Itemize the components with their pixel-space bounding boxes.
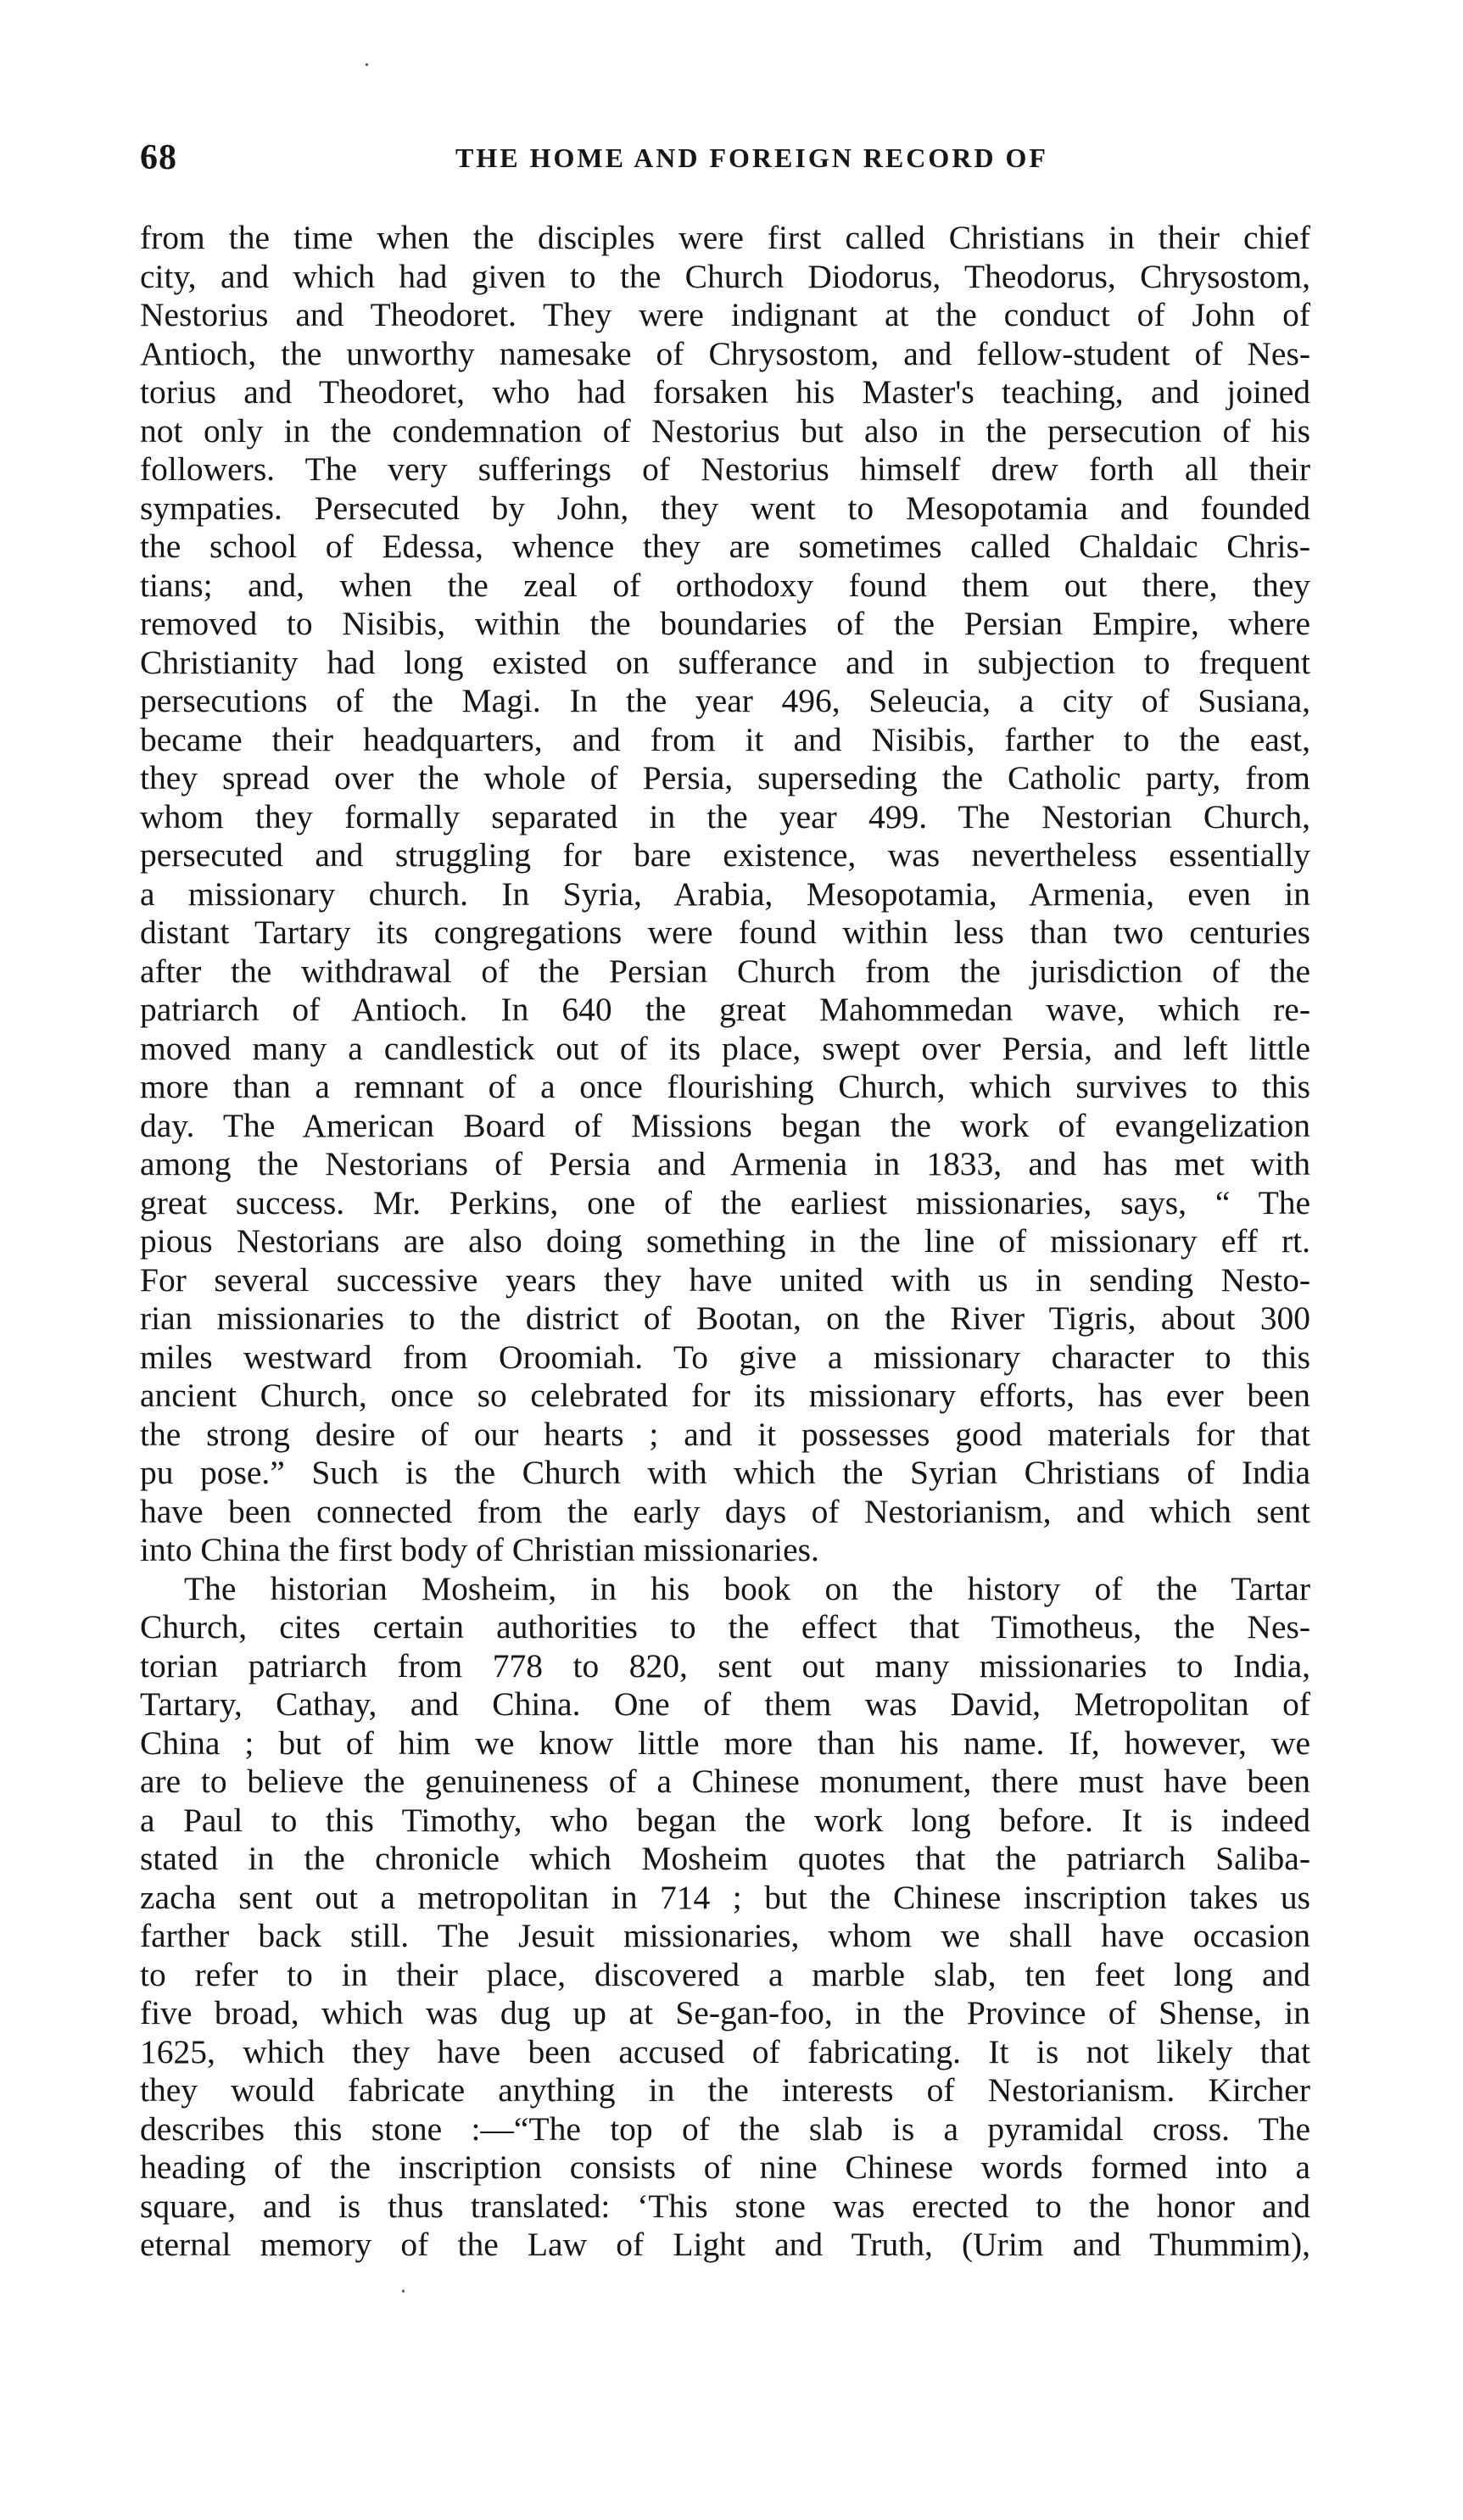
page-number: 68 xyxy=(140,138,177,177)
text-line: followers. The very sufferings of Nestorius himself drew forth all their xyxy=(140,450,1310,488)
text-line: became their headquarters, and from it and Nisibis, farther to the east, xyxy=(140,720,1310,758)
text-line: eternal memory of the Law of Light and Truth, (Urim and Thummim), xyxy=(140,2226,1310,2263)
text-line: among the Nestorians of Persia and Armenia in 1833, and has met with xyxy=(140,1145,1310,1182)
text-line: distant Tartary its congregations were found within less than two centuries xyxy=(140,914,1310,951)
text-line: heading of the inscription consists of nine Chinese words formed into a xyxy=(140,2148,1310,2186)
text-line: China ; but of him we know little more than his name. If, however, we xyxy=(140,1724,1310,1762)
text-line: 1625, which they have been accused of fabricating. It is not likely that xyxy=(140,2032,1310,2070)
text-line: not only in the condemnation of Nestorius but also in the persecution of his xyxy=(140,411,1310,450)
text-line: have been connected from the early days of Nestorianism, and which sent xyxy=(140,1492,1310,1530)
text-line: Church, cites certain authorities to the effect that Timotheus, the Nes- xyxy=(140,1608,1310,1646)
text-line: they spread over the whole of Persia, superseding the Catholic party, from xyxy=(140,759,1310,796)
text-line: pu pose.” Such is the Church with which the Syrian Christians of India xyxy=(140,1454,1310,1491)
text-line: great success. Mr. Perkins, one of the earliest missionaries, says, “ The xyxy=(140,1183,1310,1221)
text-line: to refer to in their place, discovered a marble slab, ten feet long and xyxy=(140,1955,1310,1993)
text-line: the school of Edessa, whence they are sometimes called Chaldaic Chris- xyxy=(140,528,1310,565)
text-line: after the withdrawal of the Persian Church from the jurisdiction of the xyxy=(140,952,1310,990)
text-line: For several successive years they have united with us in sending Nesto- xyxy=(140,1260,1310,1299)
text-line: pious Nestorians are also doing something in the line of missionary eff rt. xyxy=(140,1222,1310,1260)
text-line: a missionary church. In Syria, Arabia, Mesopotamia, Armenia, even in xyxy=(140,874,1310,913)
text-line: describes this stone :—“The top of the slab is a pyramidal cross. The xyxy=(140,2109,1310,2148)
text-line: persecuted and struggling for bare existence, was nevertheless essentially xyxy=(140,836,1310,874)
text-line: moved many a candlestick out of its place, swept over Persia, and left little xyxy=(140,1029,1310,1067)
body-text xyxy=(140,219,1378,2265)
text-line: from the time when the disciples were first called Christians in their chief xyxy=(140,219,1310,256)
text-line: farther back still. The Jesuit missionaries, whom we shall have occasion xyxy=(140,1917,1310,1954)
text-line: sympaties. Persecuted by John, they went to Mesopotamia and founded xyxy=(140,489,1310,527)
scan-speck: • xyxy=(401,2286,405,2299)
text-line: square, and is thus translated: ‘This stone was erected to the honor and xyxy=(140,2187,1310,2225)
text-line: patriarch of Antioch. In 640 the great Mahommedan wave, which re- xyxy=(140,991,1310,1028)
text-line: Tartary, Cathay, and China. One of them was David, Metropolitan of xyxy=(140,1685,1310,1723)
text-line: Nestorius and Theodoret. They were indignant at the conduct of John of xyxy=(140,296,1310,333)
text-line: the strong desire of our hearts ; and it possesses good materials for that xyxy=(140,1415,1310,1453)
text-line: Antioch, the unworthy namesake of Chrysostom, and fellow-student of Nes- xyxy=(140,334,1310,372)
text-line: are to believe the genuineness of a Chinese monument, there must have been xyxy=(140,1763,1310,1800)
text-line: torian patriarch from 778 to 820, sent out many missionaries to India, xyxy=(140,1646,1310,1685)
running-head: THE HOME AND FOREIGN RECORD OF xyxy=(455,142,1048,173)
page-header xyxy=(140,137,1310,182)
text-line: more than a remnant of a once flourishing Church, which survives to this xyxy=(140,1068,1310,1105)
text-line: five broad, which was dug up at Se-gan-foo, in the Province of Shense, in xyxy=(140,1994,1310,2031)
text-line: stated in the chronicle which Mosheim quotes that the patriarch Saliba- xyxy=(140,1840,1310,1877)
text-line: into China the first body of Christian missionaries. xyxy=(140,1531,819,1568)
text-line: ancient Church, once so celebrated for its missionary efforts, has ever been xyxy=(140,1377,1310,1414)
text-line: rian missionaries to the district of Bootan, on the River Tigris, about 300 xyxy=(140,1299,1310,1337)
text-line: removed to Nisibis, within the boundaries of the Persian Empire, where xyxy=(140,605,1310,642)
text-line: a Paul to this Timothy, who began the work long before. It is indeed xyxy=(140,1801,1310,1839)
text-line: Christianity had long existed on sufferance and in subjection to frequent xyxy=(140,643,1310,681)
text-line: zacha sent out a metropolitan in 714 ; but the Chinese inscription takes us xyxy=(140,1878,1310,1916)
scan-speck: • xyxy=(365,59,369,72)
text-line: day. The American Board of Missions began the work of evangelization xyxy=(140,1106,1310,1144)
text-line: torius and Theodoret, who had forsaken his Master's teaching, and joined xyxy=(140,373,1310,411)
text-line: The historian Mosheim, in his book on the history of the Tartar xyxy=(184,1569,1310,1607)
text-line: persecutions of the Magi. In the year 496, Seleucia, a city of Susiana, xyxy=(140,682,1310,719)
text-line: tians; and, when the zeal of orthodoxy found them out there, they xyxy=(140,566,1310,604)
text-line: whom they formally separated in the year 499. The Nestorian Church, xyxy=(140,797,1310,835)
text-line: they would fabricate anything in the interests of Nestorianism. Kircher xyxy=(140,2071,1310,2109)
text-line: city, and which had given to the Church Diodorus, Theodorus, Chrysostom, xyxy=(140,257,1310,295)
text-line: miles westward from Oroomiah. To give a missionary character to this xyxy=(140,1338,1310,1376)
